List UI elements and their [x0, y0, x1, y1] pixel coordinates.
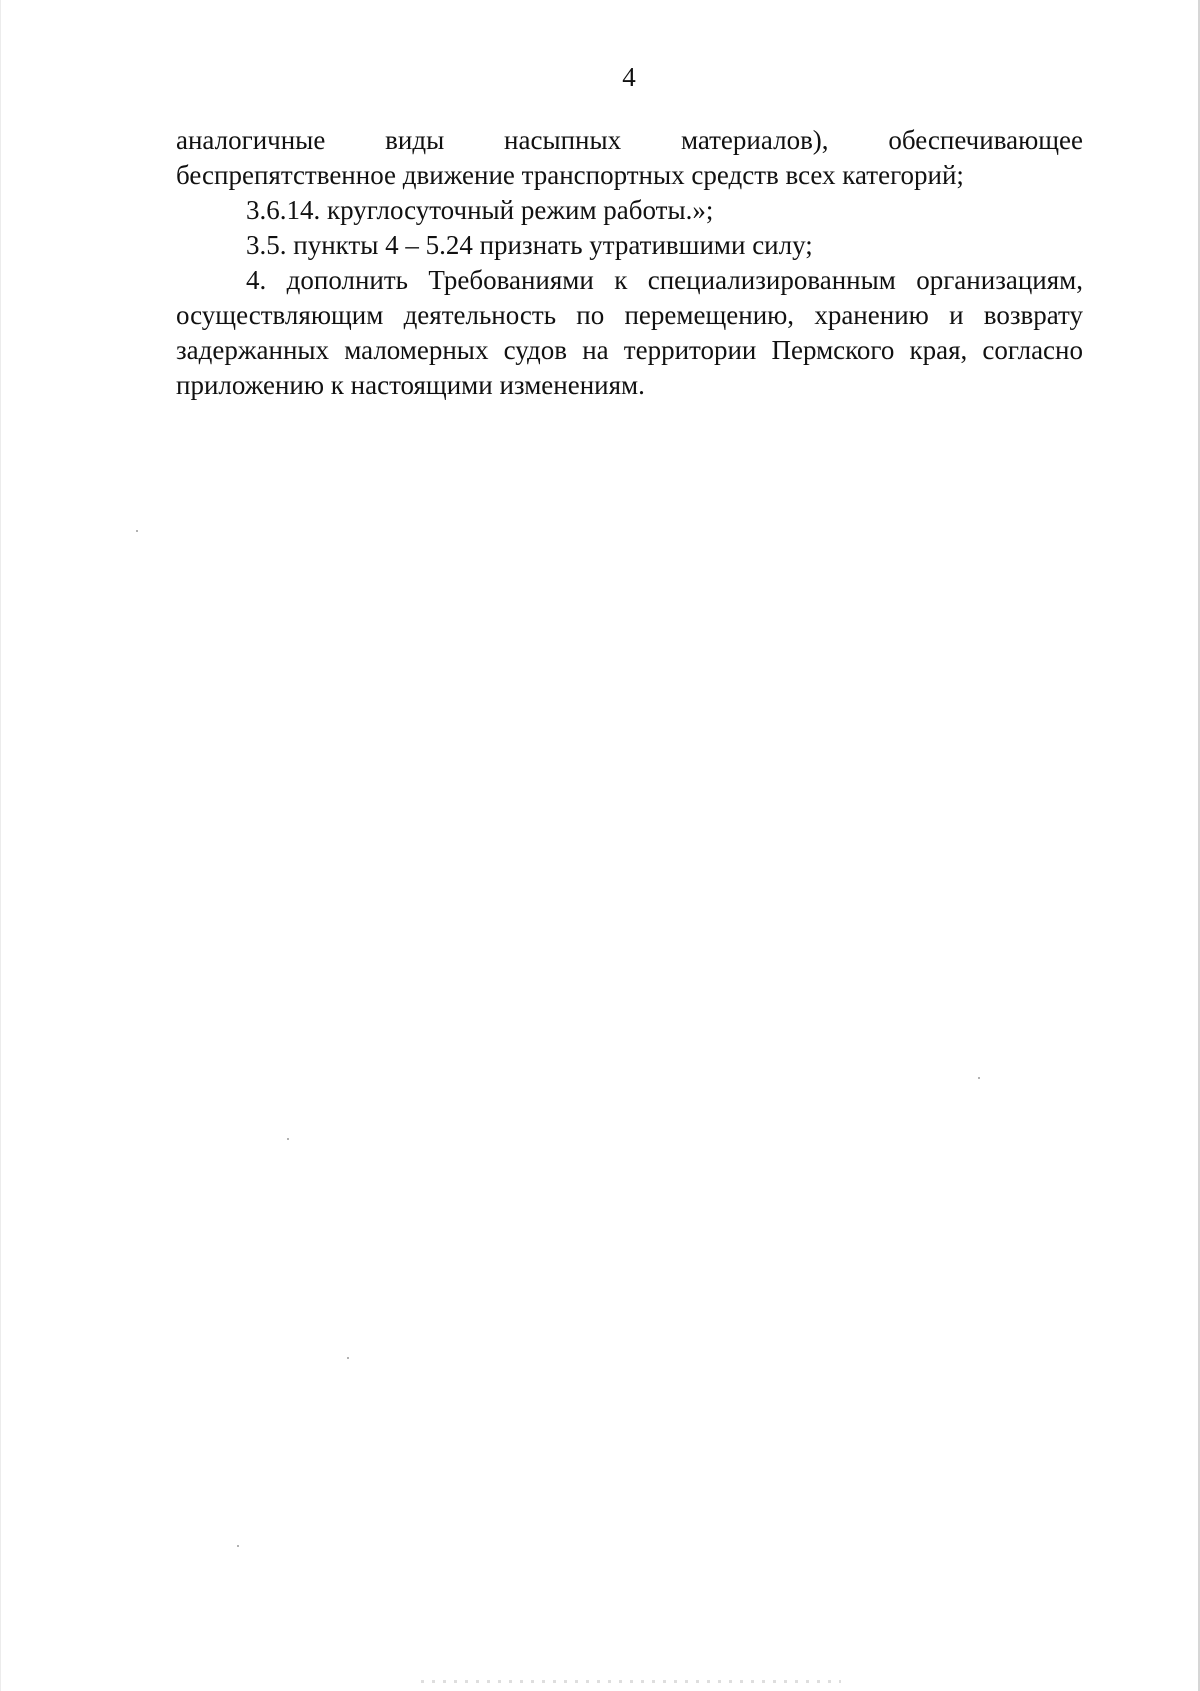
paragraph-continuation-line2: беспрепятственное движение транспортных средств всех категорий;	[176, 160, 964, 190]
document-body	[176, 123, 1083, 403]
paragraph-3-5: 3.5. пункты 4 – 5.24 признать утратившими силу;	[246, 230, 813, 260]
page-number: 4	[622, 62, 636, 92]
scan-speck	[347, 1357, 349, 1359]
scan-speck	[978, 1077, 980, 1079]
scan-edge-noise	[421, 1680, 841, 1683]
paragraph-3-6-14: 3.6.14. круглосуточный режим работы.»;	[246, 195, 714, 225]
scan-speck	[287, 1138, 289, 1140]
paragraph-4: 4. дополнить Требованиями к специализированным организациям, осуществляющим деятельность по перемещению, хранению и возврату задержанных маломерных судов на территории Пермского края, согласно приложению к настоящими изменениям.	[176, 265, 1083, 400]
scan-speck	[237, 1545, 239, 1547]
paragraph-continuation-line1: аналогичные виды насыпных материалов), обеспечивающее	[176, 125, 1083, 155]
scan-speck	[136, 530, 138, 532]
